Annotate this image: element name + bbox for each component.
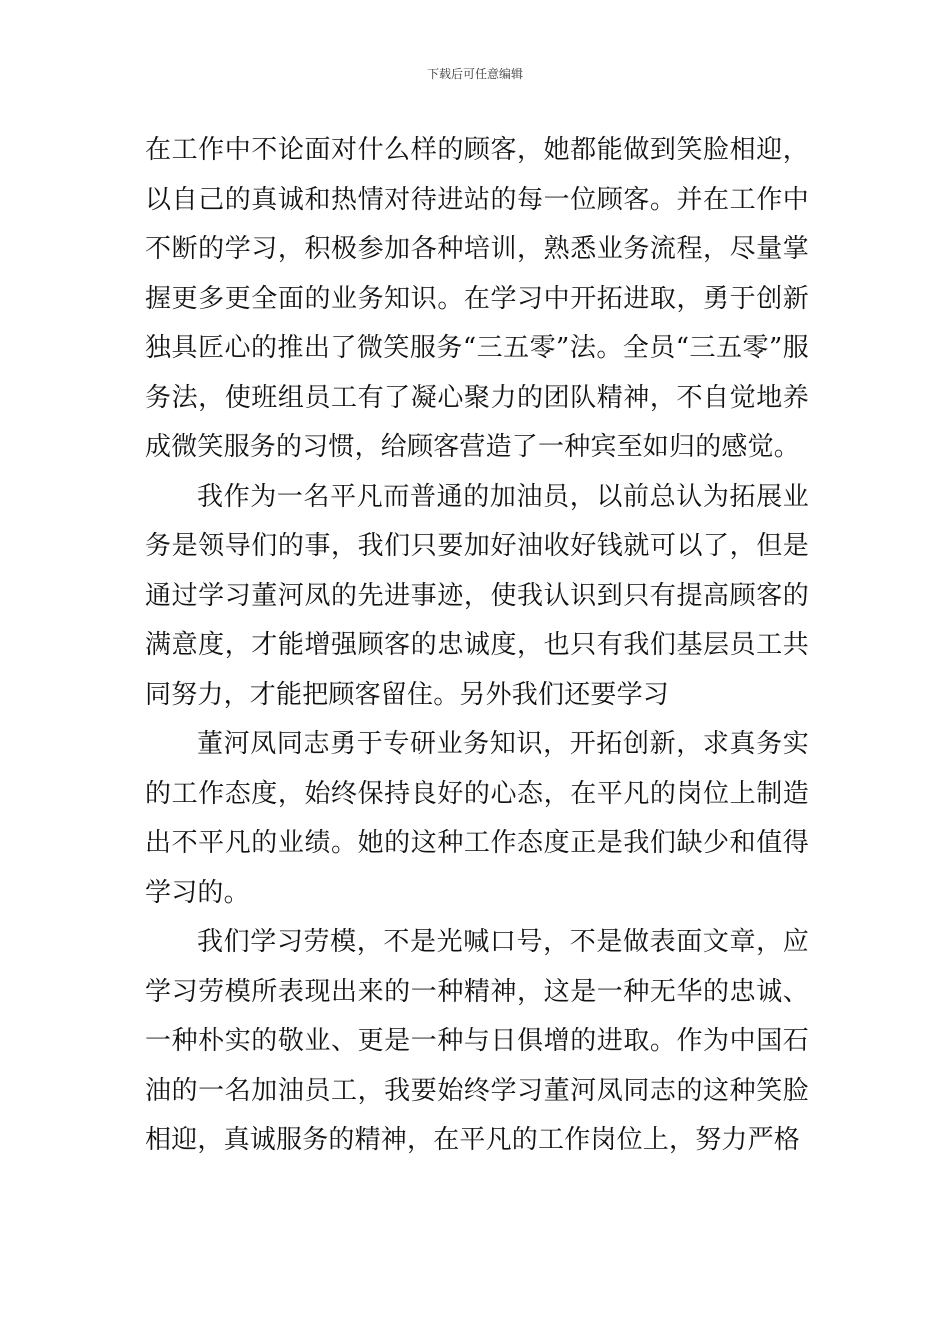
document-body (145, 126, 809, 1166)
paragraph-1: 在工作中不论面对什么样的顾客，她都能做到笑脸相迎，以自己的真诚和热情对待进站的每一位顾客。并在工作中不断的学习，积极参加各种培训，熟悉业务流程，尽量掌握更多更全面的业务知识。在学习中开拓进取，勇于创新独具匠心的推出了微笑服务“三五零”法。全员“三五零”服务法，使班组员工有了凝心聚力的团队精神，不自觉地养成微笑服务的习惯，给顾客营造了一种宾至如归的感觉。 (145, 135, 809, 462)
page-header: 下载后可任意编辑 (426, 67, 523, 81)
paragraph-4: 我们学习劳模，不是光喊口号，不是做表面文章，应学习劳模所表现出来的一种精神，这是一种无华的忠诚、一种朴实的敬业、更是一种与日俱增的进取。作为中国石油的一名加油员工，我要始终学习董河凤同志的这种笑脸相迎，真诚服务的精神，在平凡的工作岗位上，努力严格 (145, 927, 809, 1155)
paragraph-2: 我作为一名平凡而普通的加油员，以前总认为拓展业务是领导们的事，我们只要加好油收好钱就可以了，但是通过学习董河凤的先进事迹，使我认识到只有提高顾客的满意度，才能增强顾客的忠诚度，也只有我们基层员工共同努力，才能把顾客留住。另外我们还要学习 (145, 481, 809, 710)
paragraph-3: 董河凤同志勇于专研业务知识，开拓创新，求真务实的工作态度，始终保持良好的心态，在平凡的岗位上制造出不平凡的业绩。她的这种工作态度正是我们缺少和值得学习的。 (145, 729, 809, 908)
